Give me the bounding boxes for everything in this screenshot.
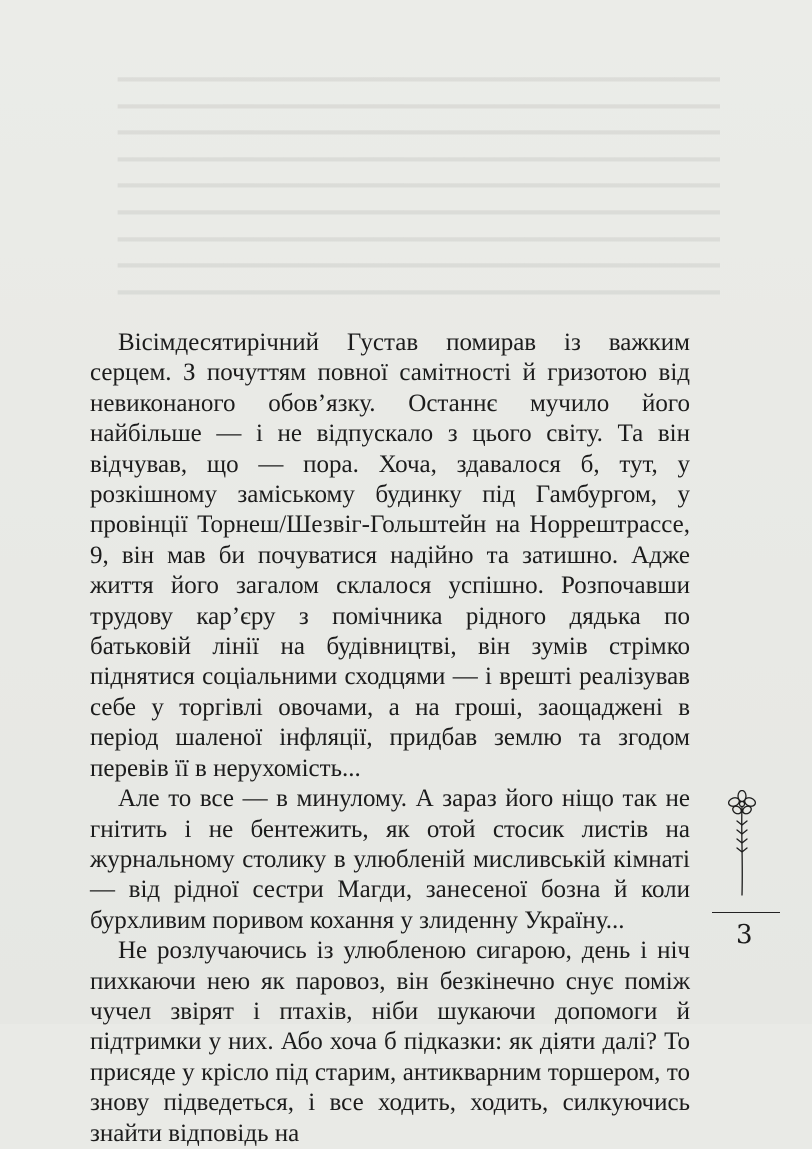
paragraph-3: Не розлучаючись із улюбленою сигарою, день і ніч пихкаючи нею як паровоз, він безкінечно снує поміж чучел звірят і птахів, ніби шукаючи допомоги й підтримки у них. Або хоча б підказки: як діяти далі? То присяде у крісло під старим, антикварним торшером, то знову підведеться, і все ходить, ходить, силкуючись знайти відповідь на <box>90 937 690 1147</box>
paragraph-2: Але то все — в минулому. А зараз його ніщо так не гнітить і не бентежить, як отой стосик листів на журнальному столику в улюбленій мисливській кімнаті — від рідної сестри Магди, занесеної бозна й коли бурхливим поривом кохання у злиденну Україну... <box>90 785 690 934</box>
paragraph-1: Вісімдесятирічний Густав помирав із важким серцем. З почуттям повної самітності й гризотою від невиконаного обов’язку. Останнє мучило його найбільше — і не відпускало з цього світу. Та він відчував, що — пора. Хоча, здавалося б, тут, у розкішному заміському будинку під Гамбургом, у провінції Торнеш/Шезвіг-Гольштейн на Норрештрассе, 9, він мав би почуватися надійно та затишно. Адже життя його загалом склалося успішно. Розпочавши трудову кар’єру з помічника рідного дядька по батьковій лінії на будівництві, він зумів стрімко піднятися соціальними сходцями — і врешті реалізував себе у торгівлі овочами, а на гроші, заощаджені в період шаленої інфляції, придбав землю та згодом перевів її в нерухомість... <box>90 329 690 782</box>
page-number: 3 <box>736 920 753 950</box>
flower-icon <box>722 790 762 900</box>
body-text <box>90 328 690 1149</box>
show-through-text: ━━━━━━━━━━━━━━━━━━━━━━━━━━━━━━━━━━━━━━━━ ━━━━━━━━━━━━━━━━━━━━━━━━━━━━━━━━━━━━━━━━ ━━━━━━━━━━━━━━━━━━━━━━━━━━━━━━━━━━━━━━━━ ━━━━━━━━━━━━━━━━━━━━━━━━━━━━━━━━━━━━━━━━ ━━━━━━━━━━━━━━━━━━━━━━━━━━━━━━━━━━━━━━━━ ━━━━━━━━━━━━━━━━━━━━━━━━━━━━━━━━━━━━━━━━ ━━━━━━━━━━━━━━━━━━━━━━━━━━━━━━━━━━━━━━━━ ━━━━━━━━━━━━━━━━━━━━━━━━━━━━━━━━━━━━━━━━ ━━━━━━━━━━━━━━━━━━━━━━━━━━━━━━━━━━━━━━━━ <box>117 68 720 307</box>
footer-rule <box>712 912 780 913</box>
